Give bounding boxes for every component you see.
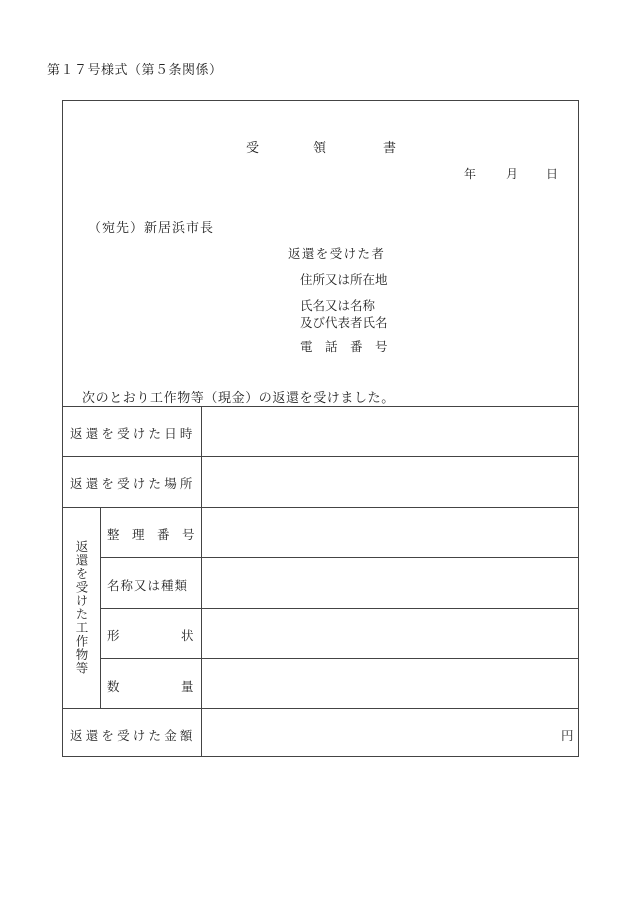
title-char-3: 書: [383, 141, 397, 156]
returned-items-group-label: 返還を受けた工作物等: [74, 540, 89, 675]
returned-datetime-label: 返還を受けた日時: [70, 426, 196, 441]
title-char-2: 領: [313, 141, 327, 156]
title-char-1: 受: [246, 141, 260, 156]
shape-label-char-2: 状: [181, 628, 194, 643]
date-month: 月: [506, 167, 519, 181]
reference-number-label: 整 理 番 号: [107, 527, 195, 542]
table-column-divider: [201, 406, 202, 757]
notice-text: 次のとおり工作物等（現金）の返還を受けました。: [82, 391, 395, 406]
returned-place-label: 返還を受けた場所: [70, 476, 196, 491]
table-line-top: [62, 406, 579, 407]
returned-amount-label: 返還を受けた金額: [70, 728, 196, 743]
date-year: 年: [464, 167, 477, 181]
table-line: [100, 557, 579, 558]
yen-unit: 円: [561, 728, 574, 743]
table-line: [62, 708, 579, 709]
addressee: （宛先）新居浜市長: [88, 221, 215, 236]
address-label: 住所又は所在地: [300, 272, 388, 287]
table-line: [100, 608, 579, 609]
quantity-label-char-2: 量: [181, 679, 194, 694]
recipient-heading: 返還を受けた者: [288, 246, 386, 261]
name-label-line2: 及び代表者氏名: [300, 315, 388, 330]
quantity-label-char-1: 数: [107, 679, 120, 694]
phone-label: 電 話 番 号: [300, 339, 388, 354]
table-line: [100, 658, 579, 659]
shape-label-char-1: 形: [107, 628, 120, 643]
name-label-line1: 氏名又は名称: [300, 298, 376, 313]
name-or-type-label: 名称又は種類: [107, 578, 189, 593]
table-group-divider: [100, 507, 101, 708]
table-line: [62, 507, 579, 508]
form-number: 第１７号様式（第５条関係）: [47, 63, 223, 78]
date-day: 日: [546, 167, 559, 181]
table-line: [62, 456, 579, 457]
